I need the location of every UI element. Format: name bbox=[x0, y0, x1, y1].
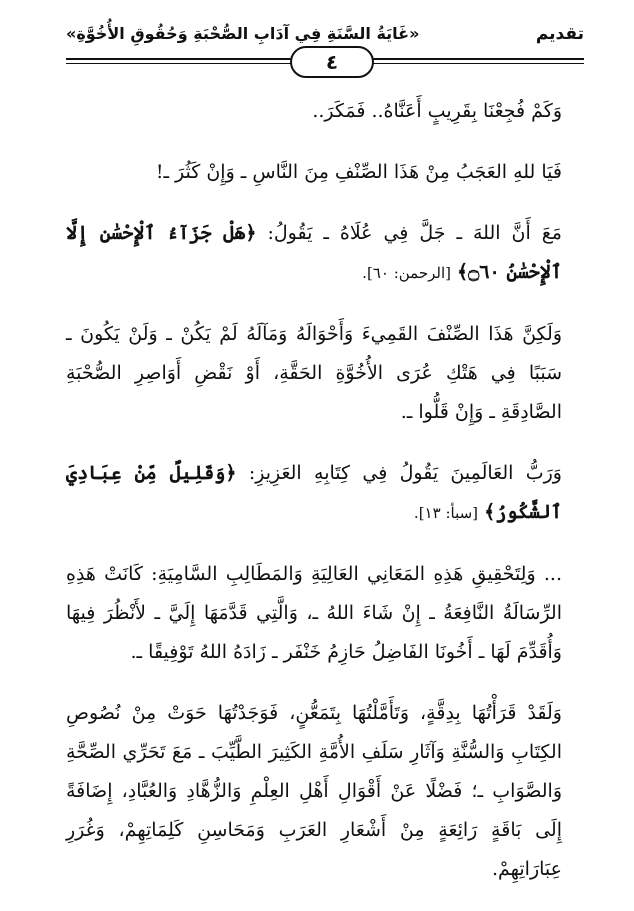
paragraph: وَلَقَدْ قَرَأْتُهَا بِدِقَّةٍ، وَتَأَمَّلْتُهَا بِتَمَعُّنٍ، فَوَجَدْتُهَا حَوَتْ مِنْ نُصُوصِ الكِتَابِ وَالسُّنَّةِ وَآثَارِ سَلَفِ الأُمَّةِ الكَثِيرَ الطَّيِّبَ ـ مَعَ تَحَرِّي الصِّحَّةِ وَالصَّوَابِ ـ؛ فَضْلًا عَنْ أَقْوَالِ أَهْلِ العِلْمِ وَالزُّهَّادِ وَالعُبَّادِ، إِضَافَةً إِلَى بَاقَةٍ رَائِعَةٍ مِنْ أَشْعَارِ العَرَبِ وَمَحَاسِنِ كَلِمَاتِهِمْ، وَغُرَرِ عِبَارَاتِهِمْ. bbox=[66, 702, 562, 880]
paragraph: ... وَلِتَحْقِيقِ هَذِهِ المَعَانِي العَالِيَةِ وَالمَطَالِبِ السَّامِيَةِ: كَانَتْ هَذِهِ الرِّسَالَةُ النَّافِعَةُ ـ إِنْ شَاءَ اللهُ ـ، وَالَّتِي قَدَّمَهَا إِلَيَّ ـ لأَنْظُرَ فِيهَا وَأُقَدِّمَ لَهَا ـ أَخُونَا الفَاضِلُ حَازِمُ خَنْفَر ـ زَادَهُ اللهُ تَوْفِيقًا ـ. bbox=[66, 563, 562, 663]
paragraph-with-verse bbox=[66, 454, 584, 533]
section-label: تقديم bbox=[535, 24, 584, 44]
quran-verse: ﴿وَقَلِيلٌ مِّنْ عِبَادِيَ ٱلشَّكُورُ﴾ bbox=[66, 462, 562, 523]
page-number-badge bbox=[290, 46, 374, 78]
verse-reference: [الرحمن: ٦٠]. bbox=[362, 264, 451, 282]
page-body bbox=[66, 92, 584, 911]
quran-verse: ﴿هَلْ جَزَآءُ ٱلْإِحْسَٰنِ إِلَّا ٱلْإِحْسَٰنُ ۝٦٠﴾ bbox=[66, 222, 562, 283]
paragraph-lead: وَرَبُّ العَالَمِينَ يَقُولُ فِي كِتَابِهِ العَزِيزِ: bbox=[248, 462, 562, 484]
verse-reference: [سبأ: ١٣]. bbox=[413, 504, 479, 522]
page-number: ٤ bbox=[325, 50, 339, 74]
paragraph: وَكَمْ فُجِعْنَا بِقَرِيبٍ أَعَنَّاهُ.. فَمَكَرَ.. bbox=[312, 100, 562, 122]
paragraph: فَيَا للهِ العَجَبُ مِنْ هَذَا الصِّنْفِ مِنَ النَّاسِ ـ وَإِنْ كَثُرَ ـ! bbox=[155, 161, 562, 183]
paragraph-with-verse bbox=[66, 214, 584, 293]
paragraph-lead: مَعَ أَنَّ اللهَ ـ جَلَّ فِي عُلَاهُ ـ يَقُولُ: bbox=[267, 222, 562, 244]
paragraph: وَلَكِنَّ هَذَا الصِّنْفَ القَمِيءَ وَأَحْوَالَهُ وَمَآلَهُ لَمْ يَكُنْ ـ وَلَنْ يَكُونَ ـ سَبَبًا فِي هَتْكِ عُرَى الأُخُوَّةِ الحَقَّةِ، أَوْ نَقْضِ أَوَاصِرِ الصُّحْبَةِ الصَّادِقَةِ ـ وَإِنْ قَلُّوا ـ. bbox=[66, 323, 562, 423]
book-title: «غَايَةُ السَّنَةِ فِي آدَابِ الصُّحْبَةِ وَحُقُوقِ الأُخُوَّةِ» bbox=[66, 24, 420, 43]
